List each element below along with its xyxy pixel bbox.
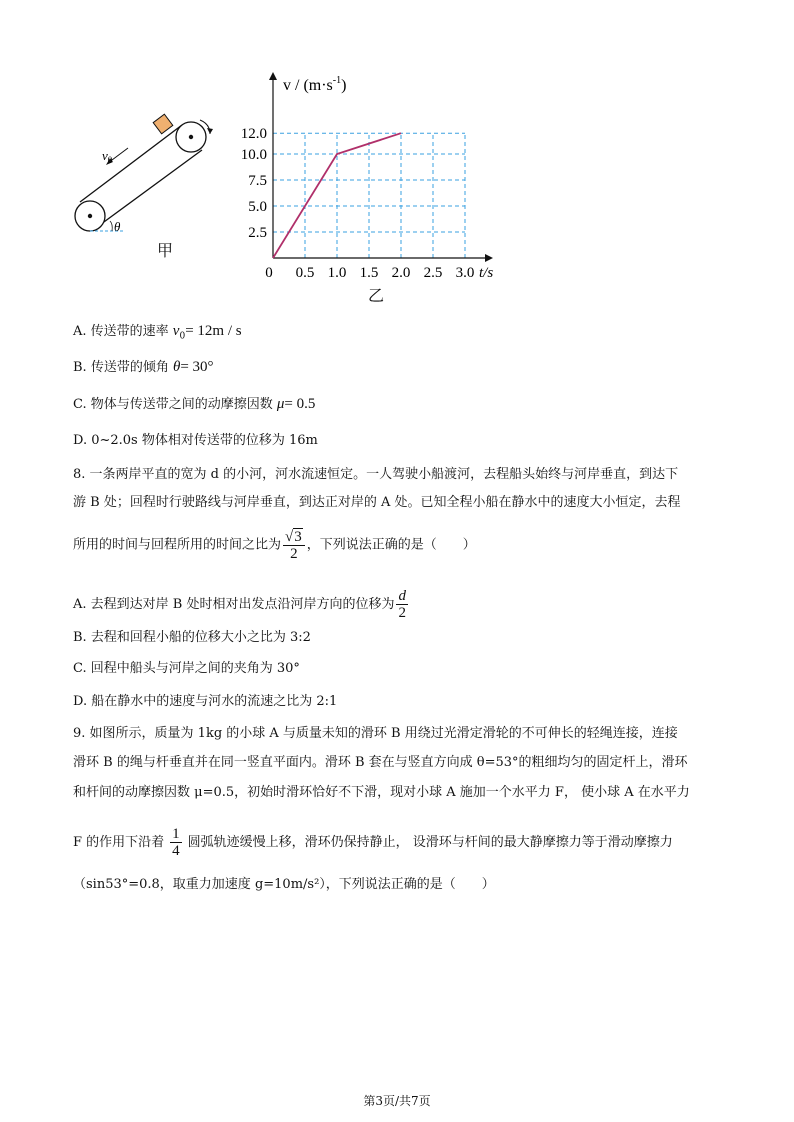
q9-stem-line5: （sin53°=0.8，取重力加速度 g=10m/s²），下列说法正确的是（ ） [73, 877, 495, 892]
q8-stem-line3: 所用的时间与回程所用的时间之比为 √ 3 2 ，下列说法正确的是（ ） [73, 529, 476, 562]
figure-yi-caption: 乙 [368, 286, 385, 305]
x-origin-label: 0 [265, 265, 273, 281]
q7-option-c: C. 物体与传送带之间的动摩擦因数 μ= 0.5 [73, 396, 316, 412]
q7-option-d: D. 0~2.0s 物体相对传送带的位移为 16m [73, 433, 318, 448]
q7-option-b: B. 传送带的倾角 θ= 30° [73, 359, 214, 375]
q7-option-a: A. 传送带的速率 $v_0= 12m / s$ [73, 323, 242, 342]
x-axis-arrow-icon [485, 254, 493, 262]
q8-option-d: D. 船在静水中的速度与河水的流速之比为 2:1 [73, 694, 338, 709]
y-axis-label: $v / (m\cdot s^{-1})$ [283, 75, 347, 94]
x-tick-label: 1.0 [327, 265, 347, 281]
figure-yi-vt-chart [225, 70, 515, 285]
q8-stem-line2: 游 B 处；回程时行驶路线与河岸垂直，到达正对岸的 A 处。已知全程小船在静水中的速度大小恒定，去程 [73, 495, 681, 510]
q8-option-c: C. 回程中船头与河岸之间的夹角为 30° [73, 661, 300, 676]
y-tick-label: 5.0 [248, 199, 267, 215]
x-tick-label: 1.5 [359, 265, 379, 281]
q8-option-a: A. 去程到达对岸 B 处时相对出发点沿河岸方向的位移为 $\frac{d}{2}$ [73, 588, 406, 621]
x-axis-label: t/s [479, 265, 494, 281]
v0-label: $v_0$ [102, 148, 113, 165]
theta-label: θ [114, 219, 121, 234]
y-tick-label: 12.0 [240, 126, 267, 143]
y-tick-label: 10.0 [240, 147, 267, 163]
figure-jia-conveyor [60, 100, 230, 260]
q8-time-ratio: √ 3 2 [283, 528, 305, 562]
belt-upper-line [80, 125, 182, 202]
y-tick-label: 2.5 [248, 225, 267, 241]
block-object [153, 114, 173, 134]
q8-stem-line1: 8. 一条两岸平直的宽为 d 的小河，河水流速恒定。一人驾驶小船渡河，去程船头始终与河岸垂直，到达下 [73, 467, 679, 482]
x-tick-label: 2.5 [423, 265, 443, 281]
q9-quarter-fraction: $\frac{1}{4}$ [172, 826, 180, 859]
q9-stem-line1: 9. 如图所示，质量为 1kg 的小球 A 与质量未知的滑环 B 用绕过光滑定滑轮的不可伸长的轻绳连接，连接 [73, 726, 678, 741]
x-tick-label: 2.0 [391, 265, 411, 281]
figure-jia-caption: 甲 [157, 241, 174, 260]
q9-stem-line2: 滑环 B 的绳与杆垂直并在同一竖直平面内。滑环 B 套在与竖直方向成 θ=53°的粗细均匀的固定杆上，滑环 [73, 755, 688, 770]
q9-stem-line3: 和杆间的动摩擦因数 μ=0.5，初始时滑环恰好不下滑，现对小球 A 施加一个水平力 F， 使小球 A 在水平力 [73, 785, 690, 800]
q8-option-b: B. 去程和回程小船的位移大小之比为 3:2 [73, 630, 311, 645]
x-tick-label: 0.5 [295, 265, 315, 281]
x-tick-label: 3.0 [455, 265, 475, 281]
q9-stem-line4: F 的作用下沿着 $\frac{1}{4}$ 圆弧轨迹缓慢上移，滑环仍保持静止， 设滑环与杆间的最大静摩擦力等于滑动摩擦力 [73, 826, 673, 859]
page-footer: 第3页/共7页 [363, 1094, 431, 1108]
y-tick-label: 7.5 [248, 173, 267, 189]
y-axis-arrow-icon [269, 72, 277, 80]
